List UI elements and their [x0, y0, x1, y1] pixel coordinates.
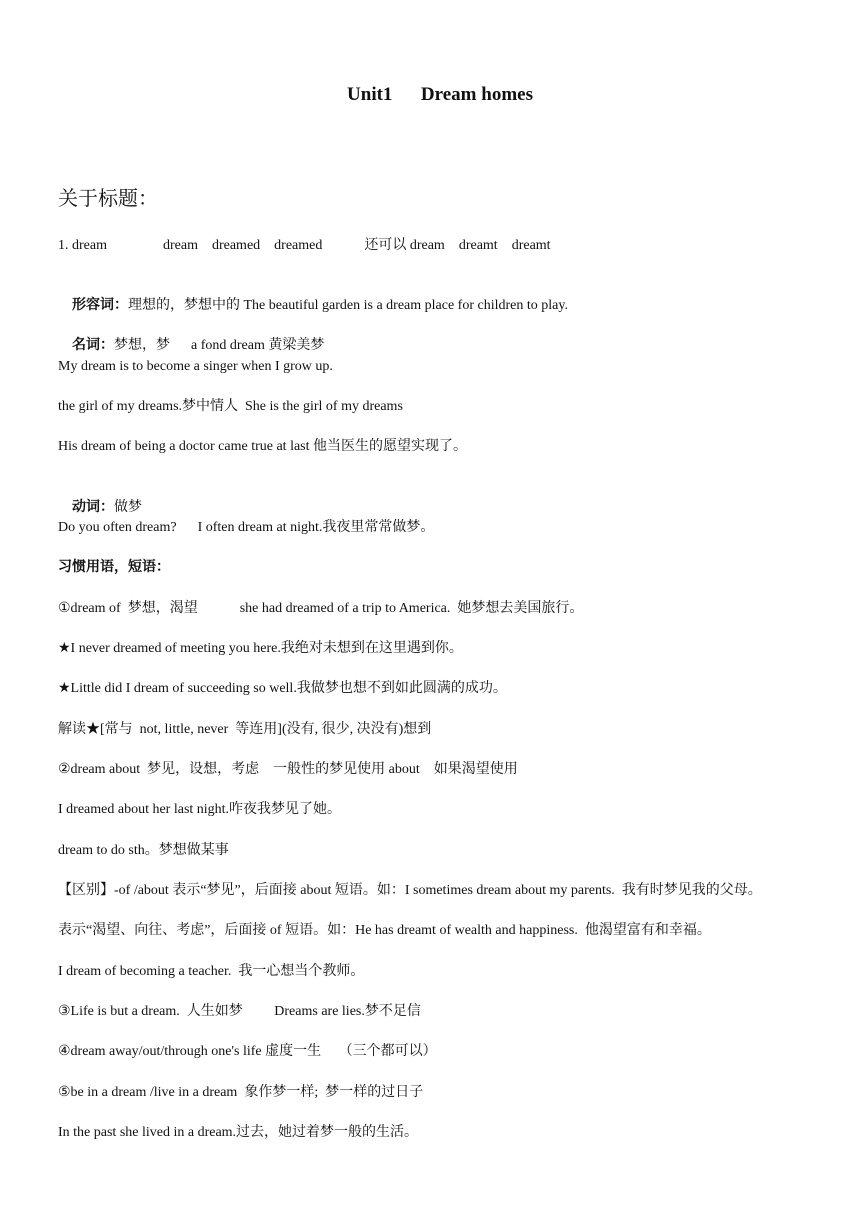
verb-text: 做梦 [114, 500, 142, 515]
text-line: ★I never dreamed of meeting you here.我绝对未想到在这里遇到你。 [58, 641, 463, 656]
text-line: the girl of my dreams.梦中情人 She is the girl of my dreams [58, 399, 403, 414]
text-line: My dream is to become a singer when I grow up. [58, 359, 333, 374]
text-line: ②dream about 梦见，设想，考虑 一般性的梦见使用 about 如果渴望使用 [58, 762, 518, 777]
text-line: 表示“渴望、向往、考虑”，后面接 of 短语。如：He has dreamt of wealth and happiness. 他渴望富有和幸福。 [58, 923, 711, 938]
noun-text: 梦想，梦 a fond dream 黄梁美梦 [114, 338, 325, 353]
noun-label: 名词： [72, 338, 114, 353]
verb-label: 动词： [72, 500, 114, 515]
idiom-heading: 习惯用语，短语： [58, 560, 170, 575]
adjective-label: 形容词： [72, 298, 128, 313]
text-line: dream to do sth。梦想做某事 [58, 843, 229, 858]
text-line: ⑤be in a dream /live in a dream 象作梦一样; 梦一样的过日子 [58, 1085, 424, 1100]
text-line: ①dream of 梦想，渴望 she had dreamed of a trip to America. 她梦想去美国旅行。 [58, 601, 584, 616]
text-line: 1. dream dream dreamed dreamed 还可以 dream dreamt dreamt [58, 238, 551, 253]
text-line: In the past she lived in a dream.过去，她过着梦一般的生活。 [58, 1125, 419, 1140]
text-line: I dreamed about her last night.咋夜我梦见了她。 [58, 802, 342, 817]
adjective-text: 理想的，梦想中的 The beautiful garden is a dream place for children to play. [128, 298, 568, 313]
text-line: 解读★[常与 not, little, never 等连用](没有, 很少, 决没有)想到 [58, 722, 432, 737]
text-line: Do you often dream? I often dream at night.我夜里常常做梦。 [58, 520, 435, 535]
text-line: I dream of becoming a teacher. 我一心想当个教师。 [58, 964, 365, 979]
text-line: ③Life is but a dream. 人生如梦 Dreams are lies.梦不足信 [58, 1004, 421, 1019]
page-title: Unit1 Dream homes [347, 84, 533, 105]
text-line: ④dream away/out/through one's life 虚度一生 （三个都可以） [58, 1044, 437, 1059]
text-line: ★Little did I dream of succeeding so well.我做梦也想不到如此圆满的成功。 [58, 681, 507, 696]
text-line: 【区别】-of /about 表示“梦见”，后面接 about 短语。如：I sometimes dream about my parents. 我有时梦见我的父母。 [58, 883, 762, 898]
section-heading: 关于标题： [58, 186, 158, 210]
text-line: His dream of being a doctor came true at last 他当医生的愿望实现了。 [58, 439, 468, 454]
